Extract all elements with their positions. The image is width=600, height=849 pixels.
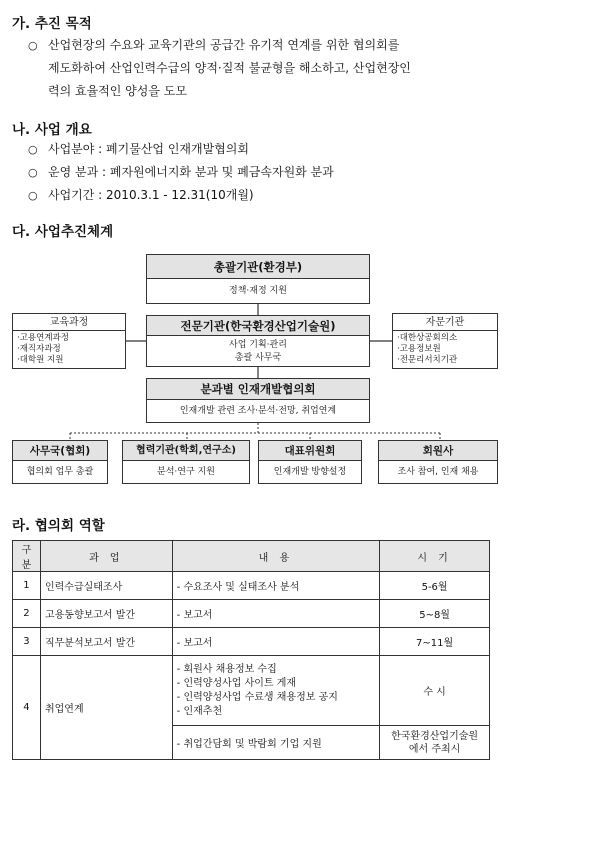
row-content: - 취업간담회 및 박람회 기업 지원 <box>172 726 380 760</box>
content-line: - 인력양성사업 수료생 채용정보 공지 <box>176 691 338 703</box>
board-desc: 인재개발 방향설정 <box>273 467 347 477</box>
row-no: 2 <box>13 600 41 628</box>
advisory-box <box>392 313 498 369</box>
section-heading-purpose: 가. 추진 목적 <box>12 16 92 32</box>
col-header: 내 용 <box>172 541 380 572</box>
row-when: 수 시 <box>380 656 490 726</box>
table-row <box>13 572 490 600</box>
overview-item-text: 운영 분과 : 폐자원에너지화 분과 및 폐금속자원화 분과 <box>48 165 334 179</box>
bullet-circle-icon: ○ <box>28 39 38 52</box>
row-task: 인력수급실태조사 <box>40 572 172 600</box>
row-task: 직무분석보고서 발간 <box>40 628 172 656</box>
center-line: 총괄 사무국 <box>234 353 282 363</box>
center-agency-desc <box>147 336 369 365</box>
row-when: 7~11월 <box>380 628 490 656</box>
purpose-line: 력의 효율적인 양성을 도모 <box>48 84 187 98</box>
row-no: 4 <box>13 656 41 760</box>
row-content: - 보고서 <box>172 628 380 656</box>
col-header: 시 기 <box>380 541 490 572</box>
board-box <box>258 440 362 484</box>
row-when <box>380 726 490 760</box>
row-when: 5~8월 <box>380 600 490 628</box>
center-agency-box <box>146 315 370 367</box>
section-heading-overview: 나. 사업 개요 <box>12 122 92 138</box>
education-item: ·재직자과정 <box>17 344 61 354</box>
top-agency-title: 총괄기관(환경부) <box>147 255 369 279</box>
council-box <box>146 378 370 423</box>
section-heading-structure: 다. 사업추진체계 <box>12 224 114 240</box>
center-line: 사업 기획·관리 <box>229 340 287 350</box>
council-title: 분과별 인재개발협의회 <box>147 379 369 400</box>
section-heading-roles: 라. 협의회 역할 <box>12 518 105 534</box>
bullet-circle-icon: ○ <box>28 166 38 179</box>
col-header: 구분 <box>13 541 41 572</box>
partner-desc: 분석·연구 지원 <box>157 467 215 477</box>
secretariat-title: 사무국(협회) <box>13 441 107 461</box>
table-header-row <box>13 541 490 572</box>
council-desc: 인재개발 관련 조사·분석·전망, 취업연계 <box>179 406 337 416</box>
row-content: - 수요조사 및 실태조사 분석 <box>172 572 380 600</box>
advisory-title: 자문기관 <box>393 314 497 331</box>
row-task: 고용동향보고서 발간 <box>40 600 172 628</box>
education-items <box>13 331 125 366</box>
roles-table <box>12 540 490 760</box>
partner-title: 협력기관(학회,연구소) <box>123 441 249 461</box>
advisory-item: ·고용정보원 <box>397 344 441 354</box>
education-item: ·고용연계과정 <box>17 333 69 343</box>
center-agency-title: 전문기관(한국환경산업기술원) <box>147 316 369 336</box>
row-when: 5-6월 <box>380 572 490 600</box>
table-row <box>13 628 490 656</box>
advisory-items <box>393 331 497 366</box>
bullet-circle-icon: ○ <box>28 189 38 202</box>
members-title: 회원사 <box>379 441 497 461</box>
members-desc: 조사 참여, 인재 채용 <box>397 467 479 477</box>
content-line: - 회원사 채용정보 수집 <box>176 663 277 675</box>
table-row <box>13 600 490 628</box>
col-header: 과 업 <box>40 541 172 572</box>
secretariat-box <box>12 440 108 484</box>
secretariat-desc: 협의회 업무 총괄 <box>26 467 94 477</box>
content-line: - 인재추천 <box>176 705 223 717</box>
bullet-circle-icon: ○ <box>28 143 38 156</box>
education-item: ·대학원 지원 <box>17 355 64 365</box>
top-agency-desc: 정책·재정 지원 <box>229 286 287 296</box>
board-title: 대표위원회 <box>259 441 361 461</box>
overview-item-text: 사업분야 : 폐기물산업 인재개발협의회 <box>48 142 249 156</box>
top-agency-box <box>146 254 370 304</box>
education-title: 교육과정 <box>13 314 125 331</box>
overview-item-text: 사업기간 : 2010.3.1 - 12.31(10개월) <box>48 188 254 202</box>
row-no: 1 <box>13 572 41 600</box>
purpose-line: 산업현장의 수요와 교육기관의 공급간 유기적 연계를 위한 협의회를 <box>48 38 400 52</box>
row-no: 3 <box>13 628 41 656</box>
when-line: 에서 주최시 <box>408 743 461 755</box>
partner-box <box>122 440 250 484</box>
row-task: 취업연계 <box>40 656 172 760</box>
content-line: - 인력양성사업 사이트 게재 <box>176 677 297 689</box>
advisory-item: ·전문리서치기관 <box>397 355 458 365</box>
row-content <box>172 656 380 726</box>
advisory-item: ·대한상공회의소 <box>397 333 458 343</box>
education-box <box>12 313 126 369</box>
row-content: - 보고서 <box>172 600 380 628</box>
members-box <box>378 440 498 484</box>
table-row <box>13 656 490 726</box>
when-line: 한국환경산업기술원 <box>391 730 479 742</box>
purpose-line: 제도화하여 산업인력수급의 양적·질적 불균형을 해소하고, 산업현장인 <box>48 61 411 75</box>
